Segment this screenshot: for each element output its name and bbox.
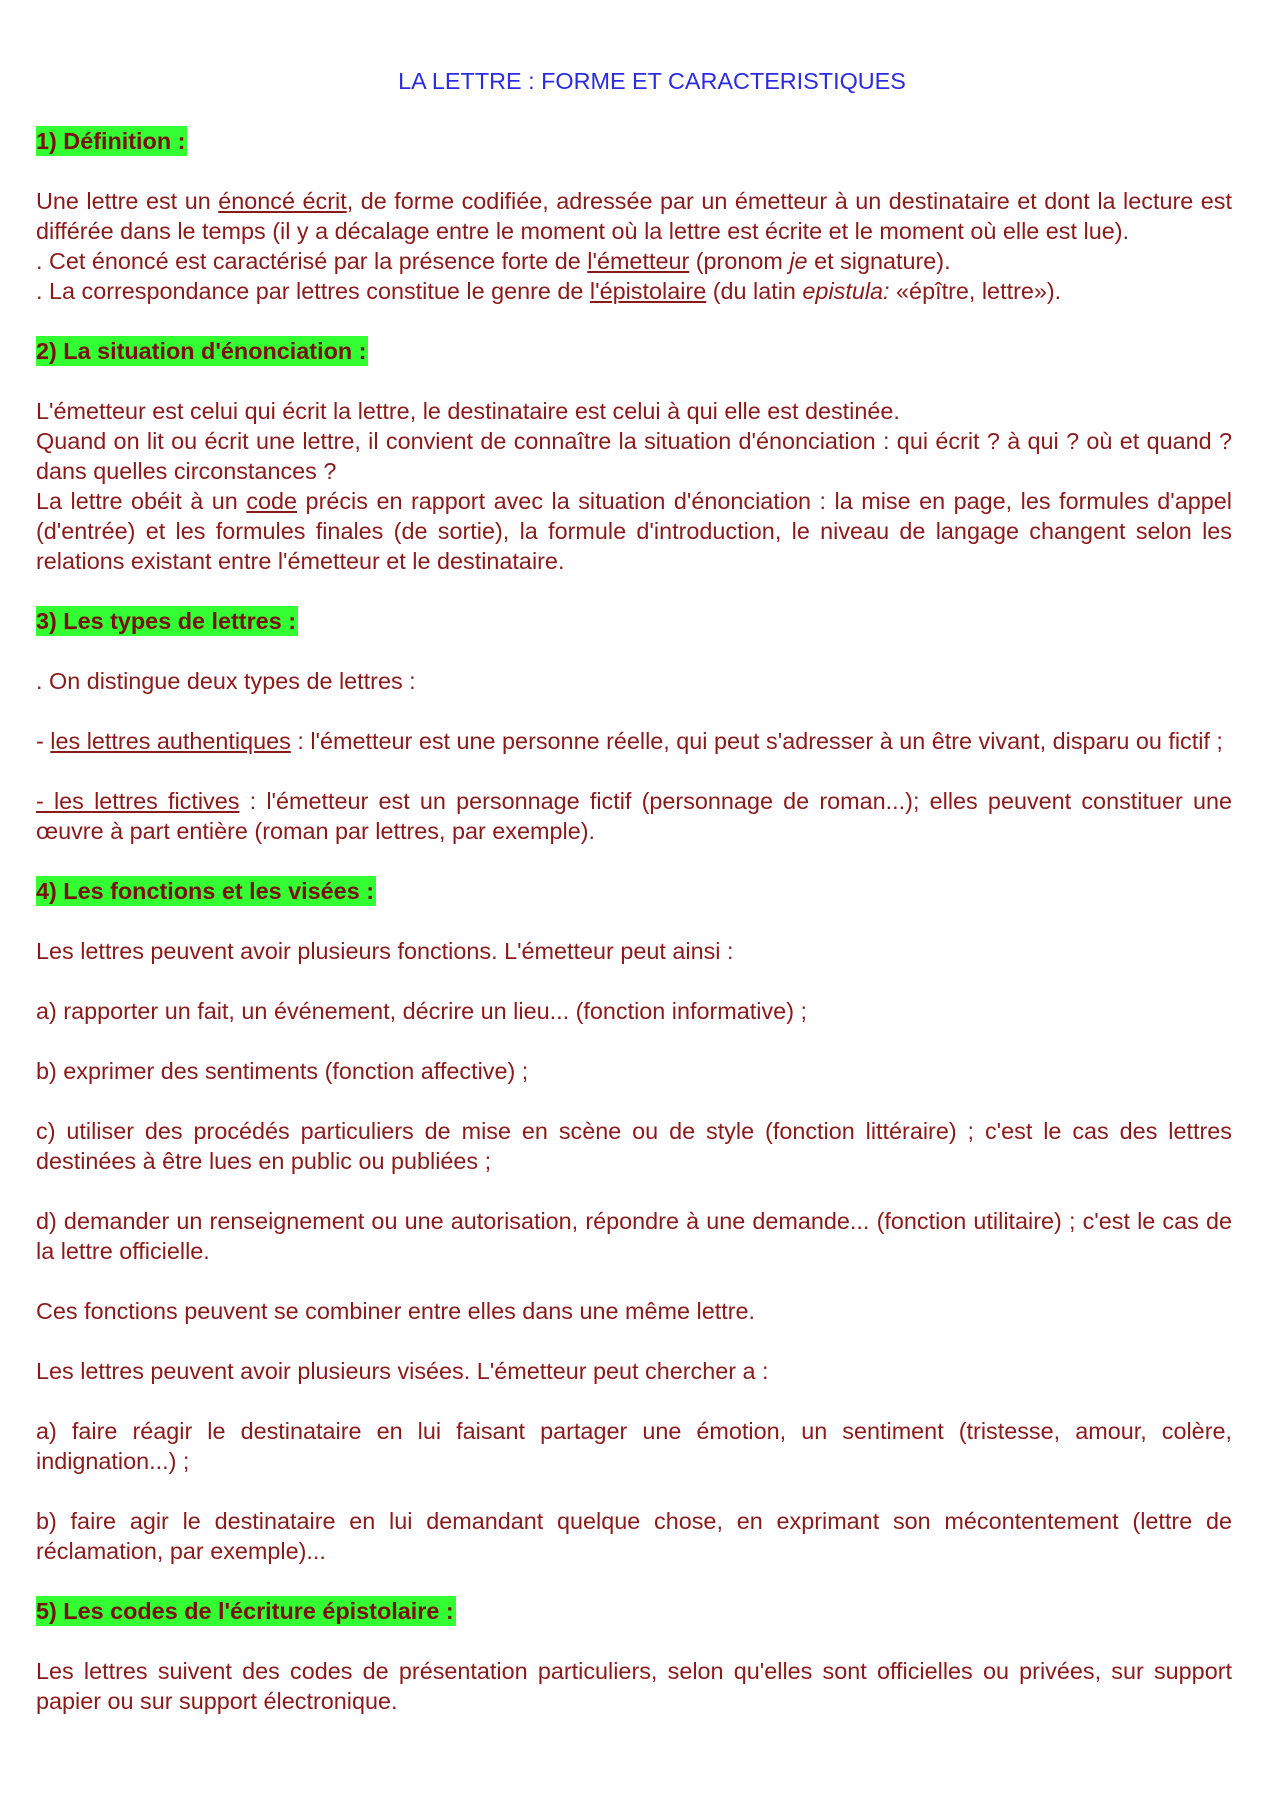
list-item <box>36 786 1232 846</box>
paragraph: Les lettres suivent des codes de présentation particuliers, selon qu'elles sont officielles ou privées, sur support papier ou sur support électronique. <box>36 1658 1232 1714</box>
section-heading-label: 1) Définition : <box>36 128 186 154</box>
paragraph: Quand on lit ou écrit une lettre, il convient de connaître la situation d'énonciation : qui écrit ? à qui ? où et quand ? dans quelles circonstances ? <box>36 428 1232 484</box>
underlined-term: les lettres authentiques <box>50 728 291 754</box>
list-item: a) rapporter un fait, un événement, décrire un lieu... (fonction informative) ; <box>36 998 807 1024</box>
text-run: (pronom <box>689 248 790 274</box>
text-run: La lettre obéit à un <box>36 488 247 514</box>
underlined-term: l'épistolaire <box>589 278 707 304</box>
epistolary-paragraph <box>36 276 1232 306</box>
text-run: précis en rapport avec la situation d'énonciation : la mise en page, les formules d'appel (d'entrée) et les formules finales (de sortie), la formule d'introduction, le niveau de langage changent selon les relations existant entre l'émetteur et le destinataire. <box>36 488 1232 574</box>
list-item: d) demander un renseignement ou une autorisation, répondre à une demande... (fonction utilitaire) ; c'est le cas de la lettre officielle. <box>36 1208 1232 1264</box>
text-run: et signature). <box>807 248 951 274</box>
emitter-paragraph <box>36 246 1232 276</box>
list-item: c) utiliser des procédés particuliers de mise en scène ou de style (fonction littéraire) ; c'est le cas des lettres destinées à être lues en public ou publiées ; <box>36 1118 1232 1174</box>
paragraph: L'émetteur est celui qui écrit la lettre, le destinataire est celui à qui elle est destinée. <box>36 398 900 424</box>
underlined-term: énoncé écrit <box>218 188 347 214</box>
section-heading-types <box>36 606 1232 636</box>
text-run: , de forme codifiée, adressée par un émetteur à un destinataire et dont la lecture est différée dans le temps (il y a décalage entre le moment où la lettre est écrite et le moment où elle est lue). <box>36 188 1232 244</box>
section-heading-enonciation <box>36 336 1232 366</box>
paragraph: Les lettres peuvent avoir plusieurs visées. L'émetteur peut chercher a : <box>36 1358 769 1384</box>
section-heading-label: 2) La situation d'énonciation : <box>36 338 367 364</box>
document-title: LA LETTRE : FORME ET CARACTERISTIQUES <box>398 68 906 94</box>
text-run: «épître, lettre»). <box>889 278 1062 304</box>
list-item: a) faire réagir le destinataire en lui faisant partager une émotion, un sentiment (tristesse, amour, colère, indignation...) ; <box>36 1418 1232 1474</box>
paragraph: Les lettres peuvent avoir plusieurs fonctions. L'émetteur peut ainsi : <box>36 938 734 964</box>
text-run: . Cet énoncé est caractérisé par la présence forte de <box>36 248 588 274</box>
text-run: . La correspondance par lettres constitue le genre de <box>36 278 590 304</box>
paragraph: . On distingue deux types de lettres : <box>36 668 416 694</box>
underlined-term: l'émetteur <box>587 248 690 274</box>
section-heading-definition <box>36 126 1232 156</box>
text-run: Une lettre est un <box>36 188 219 214</box>
definition-paragraph <box>36 186 1232 246</box>
text-run: : l'émetteur est un personnage fictif (personnage de roman...); elles peuvent constituer une œuvre à part entière (roman par lettres, par exemple). <box>36 788 1232 844</box>
underlined-term: - les lettres fictives <box>36 788 240 814</box>
italic-term: epistula: <box>802 278 890 304</box>
underlined-term: code <box>246 488 298 514</box>
list-item <box>36 726 1232 756</box>
paragraph: Ces fonctions peuvent se combiner entre elles dans une même lettre. <box>36 1298 755 1324</box>
list-item: b) faire agir le destinataire en lui demandant quelque chose, en exprimant son mécontentement (lettre de réclamation, par exemple)... <box>36 1508 1232 1564</box>
section-heading-label: 3) Les types de lettres : <box>36 608 296 634</box>
section-heading-label: 5) Les codes de l'écriture épistolaire : <box>36 1598 454 1624</box>
section-heading-label: 4) Les fonctions et les visées : <box>36 878 374 904</box>
section-heading-codes <box>36 1596 1232 1626</box>
section-heading-fonctions <box>36 876 1232 906</box>
text-run: : l'émetteur est une personne réelle, qui peut s'adresser à un être vivant, disparu ou fictif ; <box>290 728 1223 754</box>
text-run: - <box>36 728 51 754</box>
code-paragraph <box>36 486 1232 576</box>
italic-term: je <box>789 248 808 274</box>
list-item: b) exprimer des sentiments (fonction affective) ; <box>36 1058 529 1084</box>
text-run: (du latin <box>706 278 803 304</box>
